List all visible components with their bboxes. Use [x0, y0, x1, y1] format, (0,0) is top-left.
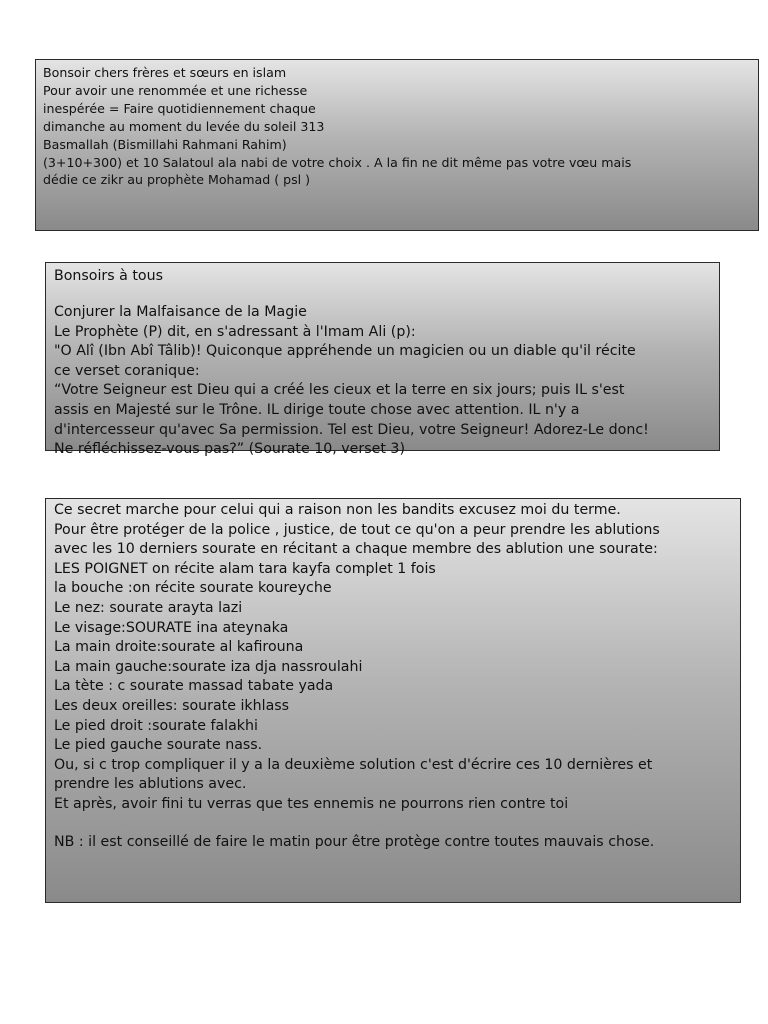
paragraph-gap: [54, 287, 711, 304]
text-line: La tète : c sourate massad tabate yada: [54, 678, 334, 695]
text-line: assis en Majesté sur le Trône. IL dirige toute chose avec attention. IL n'y a: [54, 402, 580, 419]
text-line: Ou, si c trop compliquer il y a la deuxième solution c'est d'écrire ces 10 dernières et: [54, 756, 653, 773]
text-line: “Votre Seigneur est Dieu qui a créé les cieux et la terre en six jours; puis IL s'est: [54, 382, 625, 399]
text-line: Bonsoir chers frères et sœurs en islam: [43, 65, 287, 80]
text-line: Le visage:SOURATE ina ateynaka: [54, 619, 289, 636]
text-box-magie-content: [54, 267, 711, 458]
text-line: Basmallah (Bismillahi Rahmani Rahim): [43, 136, 287, 152]
text-line: Le nez: sourate arayta lazi: [54, 599, 243, 616]
text-line: prendre les ablutions avec.: [54, 776, 247, 793]
text-line-clipped: Ne réfléchissez-vous pas?” (Sourate 10, verset 3): [54, 441, 405, 458]
text-line: La main droite:sourate al kafirouna: [54, 639, 304, 656]
text-line: Les deux oreilles: sourate ikhlass: [54, 697, 290, 714]
text-line: Pour être protéger de la police , justice, de tout ce qu'on a peur prendre les ablutions: [54, 521, 660, 538]
text-line: La main gauche:sourate iza dja nassroulahi: [54, 658, 363, 675]
text-line: Le pied droit :sourate falakhi: [54, 717, 258, 734]
text-line: Le Prophète (P) dit, en s'adressant à l'Imam Ali (p):: [54, 323, 416, 340]
note-line: NB : il est conseillé de faire le matin pour être protège contre toutes mauvais chose.: [54, 833, 655, 850]
text-line: Conjurer la Malfaisance de la Magie: [54, 304, 307, 321]
text-line: Le pied gauche sourate nass.: [54, 737, 263, 754]
text-line: d'intercesseur qu'avec Sa permission. Tel est Dieu, votre Seigneur! Adorez-Le donc!: [54, 421, 649, 438]
text-box-magie: [45, 262, 720, 458]
text-line: avec les 10 derniers sourate en récitant a chaque membre des ablution une sourate:: [54, 541, 658, 558]
text-box-renommee: [35, 59, 759, 231]
text-line: dédie ce zikr au prophète Mohamad ( psl ): [43, 172, 311, 188]
text-line: Et après, avoir fini tu verras que tes ennemis ne pourrons rien contre toi: [54, 795, 569, 812]
text-line: "O Alî (Ibn Abî Tâlib)! Quiconque appréhende un magicien ou un diable qu'il récite: [54, 343, 636, 360]
text-line: ce verset coranique:: [54, 362, 200, 379]
text-line: Ce secret marche pour celui qui a raison non les bandits excusez moi du terme.: [54, 502, 621, 518]
greeting-line: Bonsoirs à tous: [54, 268, 163, 284]
text-line: (3+10+300) et 10 Salatoul ala nabi de votre choix . A la fin ne dit même pas votre vœu mais: [43, 154, 632, 170]
text-line: Pour avoir une renommée et une richesse: [43, 82, 308, 98]
text-line: LES POIGNET on récite alam tara kayfa complet 1 fois: [54, 560, 436, 577]
text-line: inespérée = Faire quotidiennement chaque: [43, 100, 316, 116]
text-line: la bouche :on récite sourate koureyche: [54, 580, 332, 597]
text-line: dimanche au moment du levée du soleil 313: [43, 118, 325, 134]
text-box-ablutions: [45, 498, 741, 903]
paragraph-gap: [54, 815, 732, 833]
